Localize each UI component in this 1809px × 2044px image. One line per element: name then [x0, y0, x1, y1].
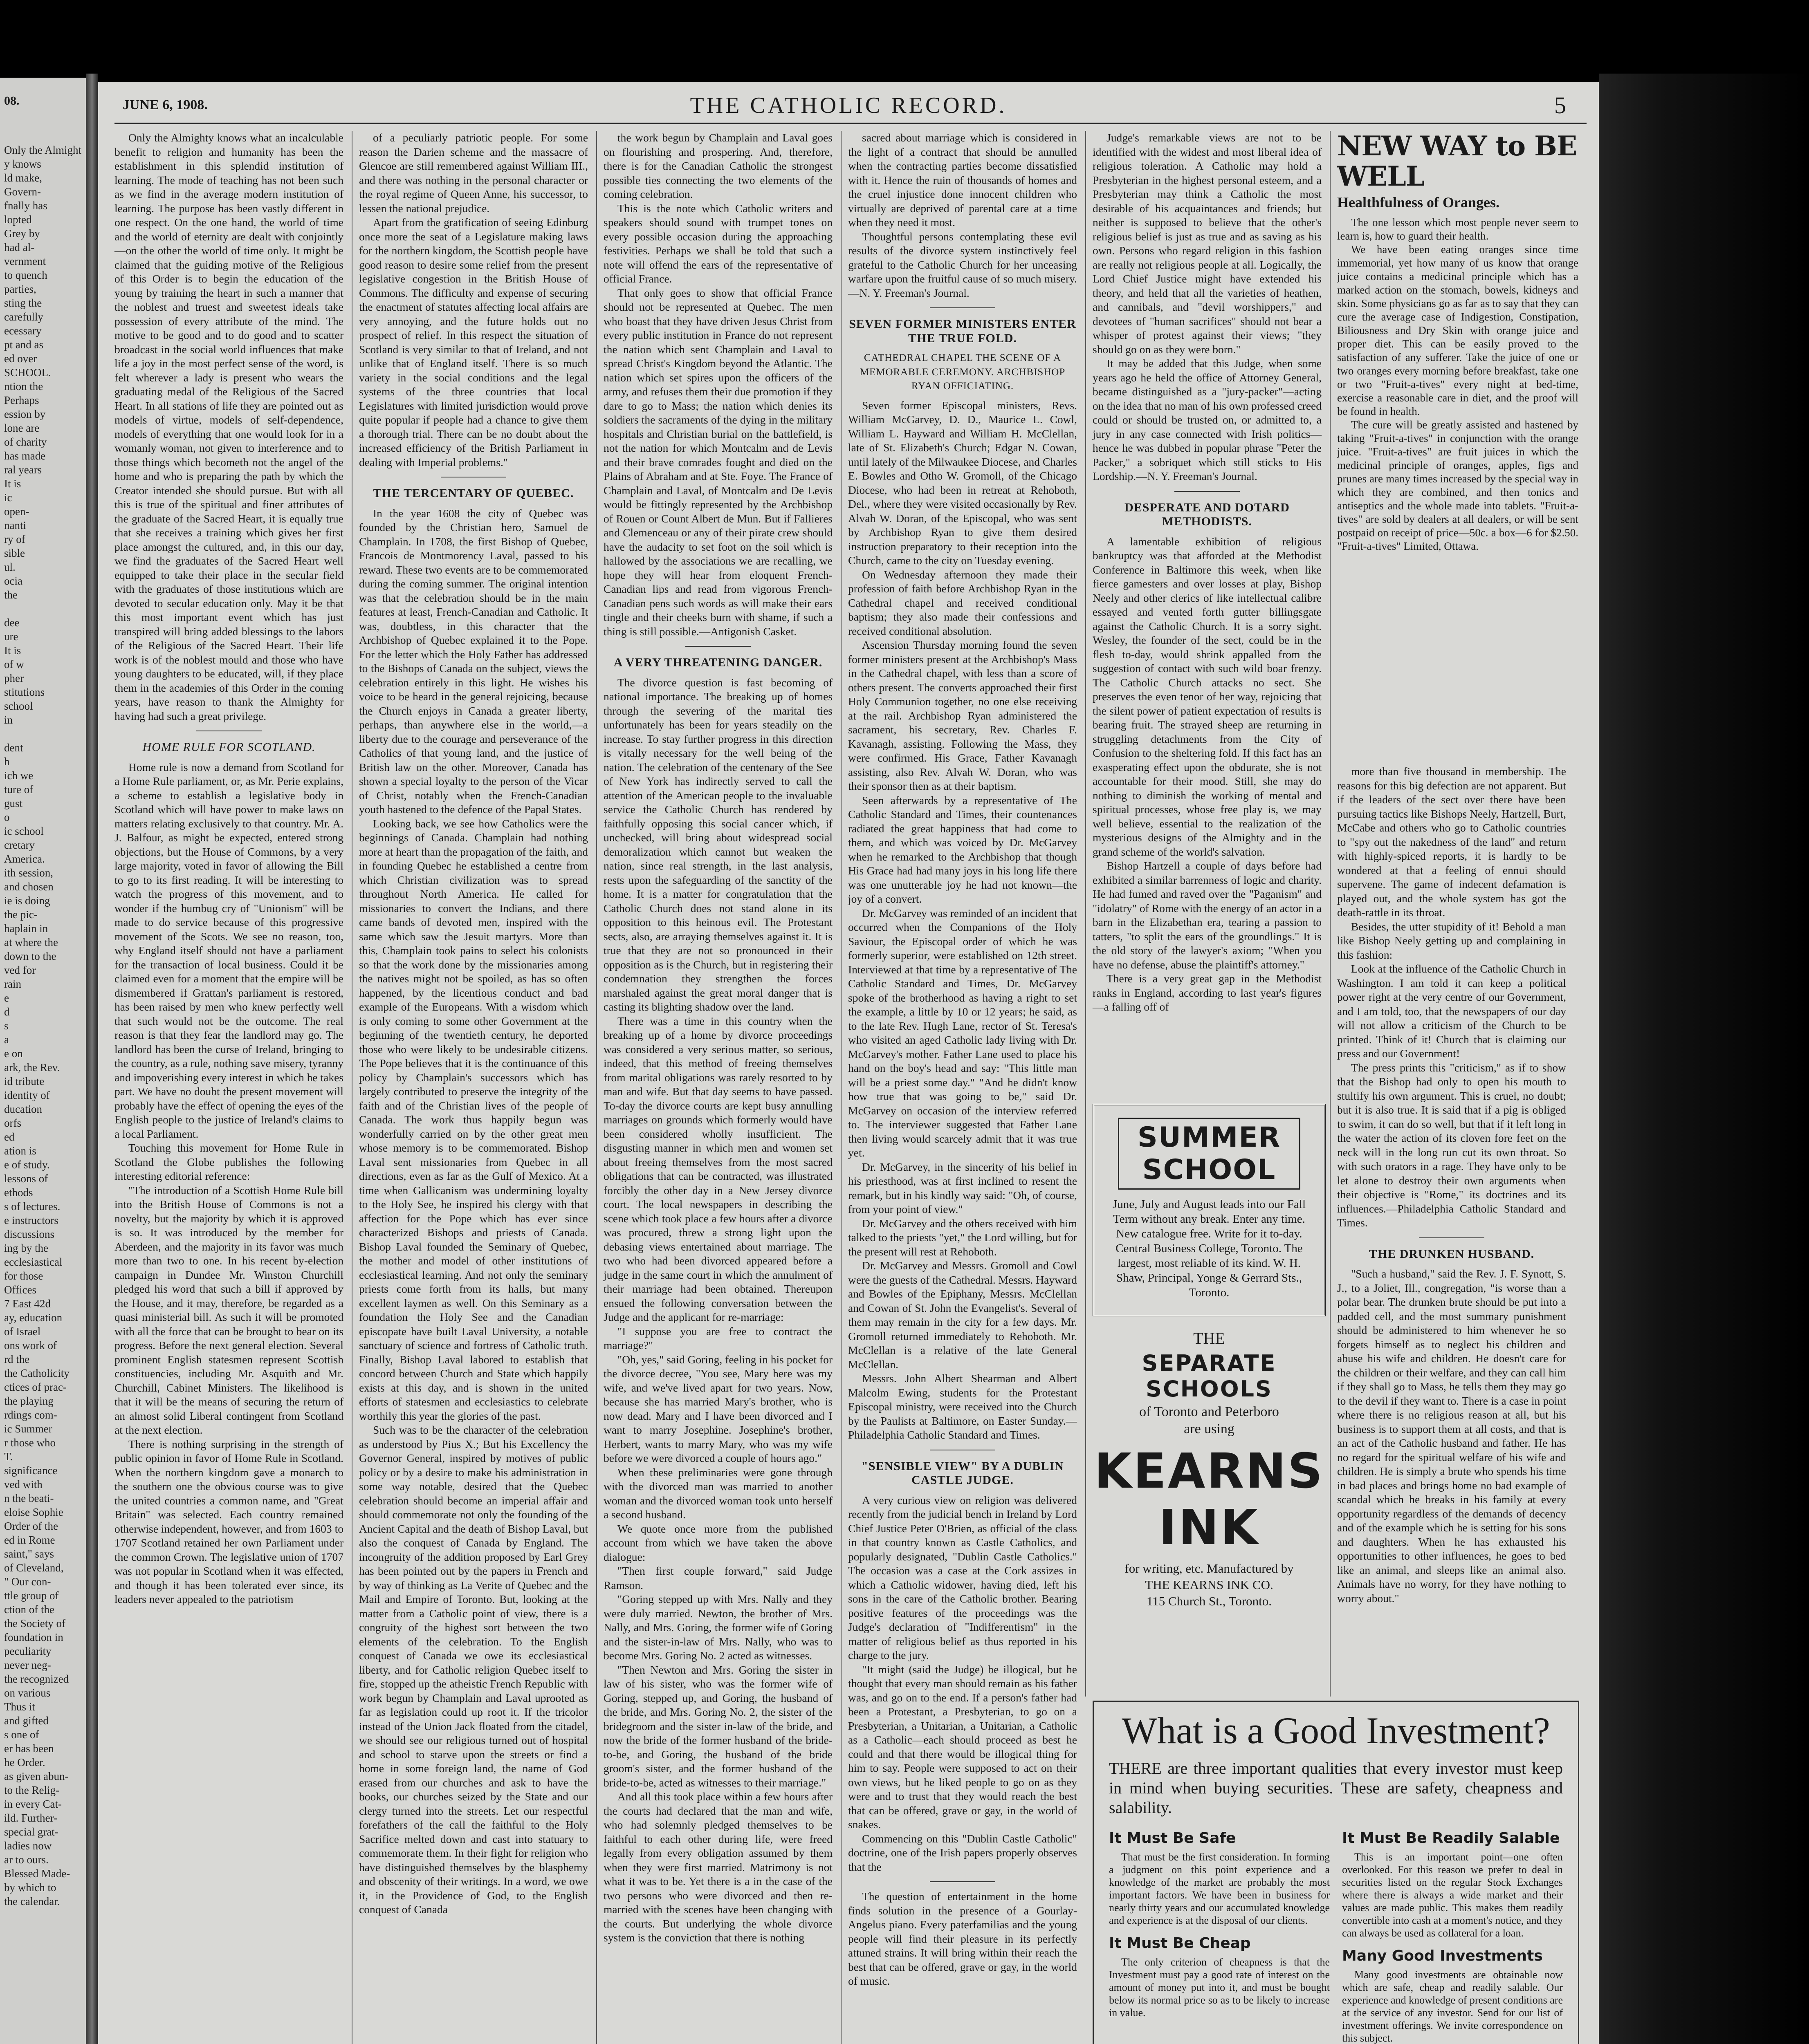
sacred-heart-article — [114, 131, 343, 723]
headline-sensible-view: "SENSIBLE VIEW" BY A DUBLIN CASTLE JUDGE. — [861, 1459, 1064, 1487]
paragraph: "Such a husband," said the Rev. J. F. Synott, S. J., to a Joliet, Ill., congregation, "is worse than a polar bear. The drunken brute should be put into a padded cell, and the most summary punishment should be administered to him whenever he so forgets himself as to neglect his children and abuse his wife and children. He doesn't care for the children or their welfare, and they can call him if they shall go to Mass, he tells them they may go to the devil if they want to. There is a case in point where there is no religious reason at all, but his business is to support them at all costs, and that is an act of the Catholic husband and father. He has no regard for the spiritual welfare of his wife and children. He is simply a brute who spends his time in bad places and brings home no bad example of scandal which he breaks in his family at every opportunity regardless of the demands of decency and of the example which he is setting for his sons and daughters. When he has exhausted his opportunities to other influences, he goes to bed like an animal, and sleeps like an animal also. Animals have no worry, for they have nothing to worry about." — [1337, 1267, 1566, 1605]
previous-page-line: discussions — [4, 1228, 55, 1240]
headline-tercentary: THE TERCENTARY OF QUEBEC. — [373, 486, 574, 500]
previous-page-line: fnally has — [4, 199, 47, 212]
summer-school-title: SUMMER SCHOOL — [1118, 1118, 1300, 1190]
paragraph: the work begun by Champlain and Laval goes on flourishing and prospering. And, therefore, there is for the Canadian Catholic the strongest possible ties connecting the two elements of the coming celebration. — [604, 131, 833, 200]
previous-page-line: d — [4, 1006, 10, 1018]
previous-page-line: of charity — [4, 436, 47, 448]
safe-body: That must be the first consideration. In forming a judgment on this point experience and a knowledge of the market are probably the most important factors. We have been in business for nearly thirty years and our accumulated knowledge and experience is at the disposal of our clients. — [1109, 1851, 1330, 1926]
paragraph: There is a very great gap in the Methodist ranks in England, according to last year's figures—a falling off of — [1093, 972, 1322, 1013]
previous-page-line: carefully — [4, 311, 43, 323]
paragraph: Such was to be the character of the celebration as understood by Pius X.; But his Excellency the Governor General, inspired by motives of public policy or by a desire to make his administration in some way notable, desired that the Quebec celebration should become an imperial affair and should commemorate not only the founding of the Ancient Capital and the death of Bishop Laval, but also the conquest of Canada by England. The incongruity of the addition proposed by Earl Grey has been pointed out by the papers in French and by way of thinking as La Verite of Quebec and the Mail and Empire of Toronto. But, looking at the matter from a Catholic point of view, there is a congruity of the highest sort between the two elements of the celebration. To the English conquest of Canada we owe its ecclesiastical liberty, and for Catholic religion Quebec itself to fire, stopped up the atheistic French Republic with work begun by Champlain and Laval uprooted as far as legislation could up root it. If the tricolor instead of the Union Jack floated from the citadel, we should see our religious turned out of hospital and school to starve upon the streets or find a home in some foreign land, the name of God erased from our churches and ask to have the books, our churches seized by the State and our clergy turned into the streets. Let our respectful forefathers of the call the faithful to the Holy Sacrifice melted down and cast into statuary to commemorate them. In their fight for religion who have distinguished themselves by the blasphemy and obscenity of their writings. In a word, we owe it, in the Providence of God, to the English conquest of Canada — [359, 1423, 588, 1916]
previous-page-line: " Our con- — [4, 1576, 51, 1588]
previous-page-line: o — [4, 811, 10, 823]
paragraph: "Goring stepped up with Mrs. Nally and they were duly married. Newton, the brother of Mrs. Nally, and Mrs. Goring, the former wife of Goring and the sister-in-law of Mrs. Nally, who was to become Mrs. Goring No. 2 acted as witnesses. — [604, 1593, 833, 1662]
paragraph: We quote once more from the published account from which we have taken the above dialogue: — [604, 1522, 833, 1563]
john-stark-investment-ad — [1093, 1701, 1579, 2044]
investment-columns — [1093, 1826, 1579, 2044]
previous-page-line: ecessary — [4, 325, 42, 337]
previous-page-line: ntion the — [4, 380, 43, 392]
paragraph: "The introduction of a Scottish Home Rule bill into the British House of Commons is not a novelty, but the majority by which it is approved is so. It was introduced by the member for Aberdeen, and the majority in its favor was much more than two to one. In his recent by-election campaign in Dundee Mr. Winston Churchill pledged his word that such a bill if approved by the House, and it may, therefore, be regarded as a quasi ministerial bill. As such it will be promoted with all the force that can be brought to bear on its progress. Before the next general election. Several prominent English statesmen represent Scottish constituencies, including Mr. Asquith and Mr. Churchill, Cabinet Ministers. The likelihood is that it will be the means of securing the return of an almost solid Liberal contingent from Scotland at the next election. — [114, 1183, 343, 1436]
previous-page-line: by which to — [4, 1881, 56, 1894]
previous-page-line: Only the Almighty knows — [4, 144, 81, 170]
paragraph: That only goes to show that official France should not be represented at Quebec. The men who boast that they have driven Jesus Christ from every public institution in France do not represent the nation which sent Champlain and Laval to spread Christ's Kingdom beyond the Atlantic. The nation which set spires upon the officers of the army, and refuses them their due promotion if they dare to go to Mass; the nation which denies its soldiers the sacraments of the dying in the military hospitals and Christian burial on the battlefield, is not the nation for which Montcalm and de Levis and their brave comrades fought and died on the Plains of Abraham and at Ste. Foye. The France of Champlain and Laval, of Montcalm and De Levis would be fittingly represented by the Archbishop of Rouen or Count Albert de Mun. But if Fallieres and Clemenceau or any of their pirate crew should have the audacity to set foot on the soil which is hallowed by the associations we are recalling, we hope they will hear from eloquent French-Canadian lips and read from vigorous French-Canadian pens such words as will make their ears tingle and their cheeks burn with shame, if such a thing is still possible.—Antigonish Casket. — [604, 286, 833, 638]
ad-subhead-oranges: Healthfulness of Oranges. — [1337, 194, 1500, 211]
previous-page-line: foundation in — [4, 1631, 63, 1643]
previous-page-line: never neg- — [4, 1659, 51, 1671]
paragraph: The cure will be greatly assisted and hastened by taking "Fruit-a-tives" in conjunction with the orange juice. "Fruit-a-tives" are fruit juices in which the medicinal principle of oranges, apples, figs and prunes are many times increased by the special way in which they are combined, and then tonics and antiseptics and the whole made into tablets. "Fruit-a-tives" are sold by dealers at all dealers, or will be sent postpaid on receipt of price—50c. a box—6 for $2.50. "Fruit-a-tives" Limited, Ottawa. — [1337, 419, 1578, 552]
previous-page-line: at where the — [4, 936, 58, 948]
previous-page-line: ved for — [4, 964, 36, 976]
previous-page-line: sible — [4, 547, 25, 559]
good-investments-body: Many good investments are obtainable now which are safe, cheap and readily salable. Our experience and knowledge of present conditions are at the service of any investor. Send for our list of investment offerings. We invite correspondence on this subject. — [1342, 1969, 1563, 2044]
kearns-line-1: of Toronto and Peterboro — [1139, 1404, 1279, 1419]
judge-continued — [1093, 131, 1322, 484]
previous-page-line: e of study. — [4, 1159, 50, 1171]
previous-page-line: the Society of — [4, 1617, 65, 1629]
previous-page-line: ing by the — [4, 1242, 48, 1254]
previous-page-line: open- — [4, 505, 29, 518]
headline-drunken-husband: THE DRUNKEN HUSBAND. — [1369, 1247, 1535, 1261]
salable-body: This is an important point—one often overlooked. For this reason we prefer to deal in securities listed on the regular Stock Exchanges where there is always a wide market and their values are made public. This makes them readily convertible into cash at a moment's notice, and they can always be used as collateral for a loan. — [1342, 1851, 1563, 1939]
previous-page-line: America. — [4, 853, 45, 865]
kearns-the: THE — [1193, 1329, 1225, 1347]
drunken-husband-article — [1337, 1267, 1566, 1605]
previous-page-line: ctices of prac- — [4, 1381, 67, 1393]
previous-page-line: ith session, — [4, 867, 54, 879]
safe-heading: It Must Be Safe — [1109, 1830, 1236, 1847]
previous-page-line: down to the — [4, 950, 56, 962]
cheap-body: The only criterion of cheapness is that the Investment must pay a good rate of interest on the amount of money put into it, and must be bought below its normal price so as to be likely to increase in value. — [1109, 1956, 1330, 2019]
home-rule-continued — [359, 131, 588, 469]
previous-page-line: ure — [4, 630, 18, 643]
paragraph: Messrs. John Albert Shearman and Albert Malcolm Ewing, students for the Protestant Episcopal ministry, were received into the Church by the Paulists at Baltimore, on Easter Sunday.—Philadelphia Catholic Standard and Times. — [848, 1372, 1077, 1441]
headline-methodists: DESPERATE AND DOTARD METHODISTS. — [1124, 500, 1290, 528]
paragraph: Thoughtful persons contemplating these evil results of the divorce system instinctively feel grateful to the Catholic Church for her unceasing warfare upon the fruitful cause of so much misery.—N. Y. Freeman's Journal. — [848, 230, 1077, 299]
previous-page-line: Govern- — [4, 186, 41, 198]
previous-page-line: ic — [4, 491, 12, 504]
column-5 — [1093, 131, 1322, 1153]
previous-page-line: ture of — [4, 783, 34, 796]
previous-page-line: r those who — [4, 1437, 56, 1449]
paragraph: of a peculiarly patriotic people. For some reason the Darien scheme and the massacre of Glencoe are still remembered against William III., and there was nothing in the personal character or the royal regime of Queen Anne, his successor, to lessen the national prejudice. — [359, 131, 588, 215]
paragraph: Apart from the gratification of seeing Edinburg once more the seat of a Legislature making laws for the northern kingdom, the Scottish people have good reason to desire some relief from the present legislative congestion in the British House of Commons. The difficulty and expense of securing the enactment of statutes affecting local affairs are very annoying, and the future holds out no prospect of relief. In this respect the situation of Scotland is very similar to that of Ireland, and not unlike that of England itself. There is so much variety in the social conditions and the legal systems of the three countries that local Legislatures with limited jurisdiction would prove quite popular if people had a chance to give them a thorough trial. There can be no doubt about the increased efficiency of the British Parliament in dealing with Imperial problems." — [359, 216, 588, 468]
kearns-address: 115 Church St., Toronto. — [1146, 1594, 1272, 1608]
previous-page-line: ry of — [4, 533, 25, 545]
methodists-continued — [1337, 764, 1566, 1230]
previous-page-line: for those — [4, 1270, 43, 1282]
summer-school-ad — [1093, 1104, 1326, 1316]
piano-notice: The question of entertainment in the home finds solution in the presence of a Gourlay-Angelus piano. Every paterfamilias and the young people will find their pleasure in its perfectly attuned strains. It will bring within their reach the best that can be offered, grave or gay, in the world of music. — [848, 1890, 1077, 1987]
previous-page-line: ladies now — [4, 1840, 52, 1852]
previous-page-line: and gifted — [4, 1715, 49, 1727]
previous-page-line: the pic- — [4, 908, 38, 921]
paragraph: Commencing on this "Dublin Castle Catholic" doctrine, one of the Irish papers properly observes that the — [848, 1832, 1077, 1873]
previous-page-line: ral years — [4, 464, 42, 476]
previous-page-line: ark, the Rev. — [4, 1061, 60, 1074]
previous-page-line: to the Relig- — [4, 1784, 59, 1796]
previous-page-line: ction of the — [4, 1603, 54, 1616]
newspaper-title: THE CATHOLIC RECORD. — [690, 93, 1007, 118]
paragraph: Home rule is now a demand from Scotland for a Home Rule parliament, or, as Mr. Perie explains, a scheme to establish a legislative body in Scotland which will have power to make laws on matters relating exclusively to that country. Mr. A. J. Balfour, as might be expected, entered strong objections, but the House of Commons, by a very large majority, voted in favor of allowing the Bill to go to its first reading. It will be interesting to watch the progress of this movement, and to wonder if the humbug cry of "Unionism" will be made to do service because of this progressive movement of the Scots. We see no reason, too, why England itself should not have a parliament for the transaction of local business. Could it be claimed even for a moment that the empire will be dismembered if Grattan's parliament is restored, has been raised by men who knew perfectly well that such would not be the outcome. The real reason is that they fear the landlord may go. The landlord has been the curse of Ireland, bringing to the country, as a rule, nothing save misery, tyranny and impoverishing every interest in which he takes part. We have no doubt the present movement will probably have the effect of opening the eyes of the English people to the justice of Ireland's claims to a local Parliament. — [114, 760, 343, 1140]
previous-page-line: ocia — [4, 575, 22, 587]
previous-page-line: orfs — [4, 1117, 21, 1129]
previous-page-line: ie is doing — [4, 894, 50, 907]
paragraph: "Then first couple forward," said Judge Ramson. — [604, 1564, 833, 1591]
paragraph: The press prints this "criticism," as if to show that the Bishop had only to open his mouth to stultify his own argument. This is cruel, no doubt; but it is also true. It is said that if a pig is obliged to swim, it can do so well, but that if it left long in the water the action of its cloven fore feet on the neck will in the long run cut its own throat. So with such orators in a rage. They have only to be let alone to destroy their own arguments when their objective is "Rome," its doctrines and its influences.—Philadelphia Catholic Standard and Times. — [1337, 1061, 1566, 1229]
previous-page-line: Offices — [4, 1284, 36, 1296]
previous-page-line: parties, — [4, 283, 36, 295]
previous-page-line — [4, 602, 82, 616]
previous-page-line: haplain in — [4, 922, 48, 935]
paragraph: We have been eating oranges since time immemorial, yet how many of us know that orange juice contains a medicinal principle which has a marked action on the stomach, bowels, kidneys and skin. Some physicians go as far as to say that they can cure the average case of Indigestion, Constipation, Biliousness and Dry Skin with orange juice and proper diet. This can be easily proved to the satisfaction of any sufferer. Take the juice of one or two oranges every morning before breakfast, take one or two "Fruit-a-tives" every night at bed-time, exercise a reasonable care in diet, and the proof will be found in health. — [1337, 243, 1578, 417]
paragraph: Bishop Hartzell a couple of days before had exhibited a similar barrenness of logic and charity. He had fumed and raved over the "Paganism" and "idolatry" of Rome with the energy of an actor in a barn in the Elizabethan era, tearing a passion to tatters, "to split the ears of the groundlings." It is the old story of the lawyer's axiom; "When you have no defense, abuse the plaintiff's attorney." — [1093, 859, 1322, 971]
column-divider — [1085, 131, 1086, 1697]
previous-page-line: ed — [4, 1131, 15, 1143]
previous-page-line: ation is — [4, 1145, 36, 1157]
previous-page-line: ethods — [4, 1186, 33, 1199]
investment-left-column — [1109, 1830, 1330, 2027]
salable-heading: It Must Be Readily Salable — [1342, 1830, 1560, 1847]
previous-page-line: dent — [4, 742, 23, 754]
previous-page-line: pt and as — [4, 338, 43, 351]
previous-page-line: ich we — [4, 769, 34, 782]
previous-page-line: rain — [4, 978, 21, 990]
previous-page-line: e on — [4, 1047, 23, 1060]
sensible-view-article — [848, 1493, 1077, 1874]
previous-page-line: stitutions — [4, 686, 45, 698]
previous-page-line: ar to ours. — [4, 1853, 49, 1866]
previous-page-line: s — [4, 1020, 9, 1032]
previous-page-line: nanti — [4, 519, 26, 531]
seven-ministers-article — [848, 399, 1077, 1442]
paragraph: Only the Almighty knows what an incalculable benefit to religion and humanity has been the establishment in this splendid institution of learning. The mode of teaching has not been such as we find in the average modern institution of learning. The purpose has been vastly different in one respect. On the one hand, the world of time and the world of eternity are dealt with conjointly—on the other the world of time only. It might be claimed that the guiding motive of the Religious of this Order is to begin the education of the young by training the heart in such a manner that the noblest and truest and sweetest ideals take possession of every attribute of the mind. The motive to be good and to do good and to scatter broadcast in the social world influences that make life a joy in the most perfect sense of the word, is felt wherever a lady is present who wears the graduating medal of the Religious of the Sacred Heart. In all stations of life they are pointed out as models of virtue, models of self-dependence, models of everything that one would look for in a womanly woman, not given to interference and to those things which becometh not the angel of the home and who is preparing the path by which the Creator intended she should pursue. But with all this is true of the spiritual and finer attributes of the graduate of the Sacred Heart, it is equally true that she receives a training which gives her first place amongst the cultured, and, in this our day, we find the graduates of the Sacred Heart well equipped to take their place in the secular field with the graduates of those institutions which are devoted to secular education only. May it be that this most important event which has just transpired will bring added blessings to the labors of the Religious of the Sacred Heart. Their life work is of the noblest mould and those who have young daughters to be educated, will, if they place them in the academies of this Order in the coming years, have reason to thank the Almighty for having had such a great privilege. — [114, 131, 343, 722]
kearns-ink-ad — [1093, 1325, 1326, 1684]
previous-page-line: Thus it — [4, 1701, 35, 1713]
summer-school-body: June, July and August leads into our Fall Term without any break. Enter any time. New catalogue free. Write for it to-day. Central Business College, Toronto. The largest, most reliable of its kind. W. H. Shaw, Principal, Yonge & Gerrard Sts., Toronto. — [1112, 1198, 1306, 1299]
previous-page-line: ession by — [4, 408, 46, 420]
previous-page-line: the recognized — [4, 1673, 69, 1685]
issue-date: JUNE 6, 1908. — [123, 97, 208, 112]
previous-page-line: in — [4, 714, 13, 726]
tercentary-article — [359, 507, 588, 1917]
previous-page-line: he Order. — [4, 1756, 45, 1768]
headline-home-rule: HOME RULE FOR SCOTLAND. — [142, 740, 316, 754]
previous-page-line: school — [4, 700, 33, 712]
investment-title: What is a Good Investment? — [1122, 1710, 1550, 1751]
previous-page-line: n the beati- — [4, 1492, 54, 1504]
previous-page-line: e — [4, 992, 9, 1004]
previous-page-text — [4, 143, 82, 1908]
previous-page-line: the calendar. — [4, 1895, 60, 1907]
previous-page-line: s of lectures. — [4, 1200, 61, 1213]
previous-page-line: sting the — [4, 297, 42, 309]
home-rule-article — [114, 760, 343, 1607]
previous-page-line: peculiarity — [4, 1645, 52, 1657]
previous-page-line: to quench — [4, 269, 47, 281]
headline-threatening-danger: A VERY THREATENING DANGER. — [613, 656, 823, 669]
previous-page-line: 7 East 42d — [4, 1298, 51, 1310]
previous-page-line: saint," says — [4, 1548, 54, 1560]
paragraph: And all this took place within a few hours after the courts had declared that the man and wife, who had solemnly pledged themselves to be faithful to each other during life, were freed legally from every obligation assumed by them when they were first married. Matrimony is not what it was to be. Yet there is a in the case of the two persons who were divorced and then re-married with the scenes have been changing with the courts. But underlying the whole divorce system is the conviction that there is nothing — [604, 1790, 833, 1944]
previous-page-line: Perhaps — [4, 394, 39, 406]
previous-page-line: vernment — [4, 255, 46, 267]
previous-page-line: and chosen — [4, 881, 54, 893]
previous-page-line: lessons of — [4, 1172, 48, 1185]
previous-page-line: dee — [4, 616, 20, 629]
kearns-line-2: are using — [1184, 1421, 1234, 1437]
kearns-brand: KEARNS INK — [1094, 1443, 1324, 1555]
column-1 — [114, 131, 343, 2044]
previous-page-line: ttle group of — [4, 1589, 59, 1602]
paragraph: Dr. McGarvey was reminded of an incident that occurred when the Companions of the Holy Saviour, the Episcopal order of which he was formerly superior, were established on 12th street. Interviewed at that time by a representative of The Catholic Standard and Times, Dr. McGarvey spoke of the brotherhood as having a right to set the example, a little by 10 or 12 years; he said, as to the late Rev. Hugh Lane, rector of St. Teresa's who visited an aged Catholic lady living with Dr. McGarvey's mother. Father Lane used to place his hand on the boy's head and say: "This little man will be a priest some day." "And he didn't know how true that was going to be," said Dr. McGarvey on occasion of the interview referred to. The interviewer suggested that Father Lane then living would scarcely admit that it was true yet. — [848, 906, 1077, 1159]
previous-page-line: of Cleveland, — [4, 1562, 64, 1574]
article-separator — [1174, 491, 1240, 492]
paragraph: It may be added that this Judge, when some years ago he held the office of Attorney General, became distinguished as a "jury-packer"—acting on the idea that no man of his own professed creed could or should be trusted on, or admitted to, a jury in any case connected with Irish politics—hence he was dubbed in popular phrase "Peter the Packer," a sobriquet which still sticks to His Lordship.—N. Y. Freeman's Journal. — [1093, 357, 1322, 482]
previous-page-line: ic school — [4, 825, 44, 837]
investment-intro: THERE are three important qualities that every investor must keep in mind when buying securities. These are safety, cheapness and salability. — [1109, 1759, 1563, 1817]
cheap-heading: It Must Be Cheap — [1109, 1935, 1251, 1952]
previous-page-line: has made — [4, 450, 46, 462]
divorce-continued — [848, 131, 1077, 300]
previous-page-line: rdings com- — [4, 1409, 57, 1421]
previous-page-line: T. — [4, 1450, 13, 1463]
methodists-article — [1093, 535, 1322, 1014]
previous-page-line: cretary — [4, 839, 35, 851]
previous-page-line: lopted — [4, 213, 32, 226]
previous-page-fragment — [0, 78, 86, 2044]
article-separator — [685, 646, 751, 647]
previous-page-line: ild. Further- — [4, 1812, 57, 1824]
paragraph: Touching this movement for Home Rule in Scotland the Globe publishes the following interesting editorial reference: — [114, 1141, 343, 1182]
column-divider — [841, 131, 842, 2044]
article-separator — [930, 1881, 995, 1882]
previous-page-line: rd the — [4, 1353, 30, 1365]
ad-body-new-way — [1337, 216, 1578, 553]
previous-page-line: had al- — [4, 241, 35, 253]
previous-page-line: Blessed Made- — [4, 1867, 70, 1880]
threatening-danger-article — [604, 676, 833, 1945]
paragraph: Dr. McGarvey, in the sincerity of his belief in his priesthood, was at first inclined to resent the remark, but in his kindly way said: "Oh, of course, from your point of view." — [848, 1160, 1077, 1215]
paragraph: A very curious view on religion was delivered recently from the judicial bench in Ireland by Lord Chief Justice Peter O'Brien, as official of the class in that country known as Castle Catholics, and popularly designated, "Dublin Castle Catholics." The occasion was a case at the Cork assizes in which a Catholic widower, having died, left his sons in the care of the Catholic brother. Bearing positive features of the proceedings was the Judge's declaration of "Indifferentism" in the matter of religious belief as thus reported in his charge to the jury. — [848, 1493, 1077, 1661]
paragraph: Dr. McGarvey and the others received with him talked to the priests "yet," the Lord willing, but for the present will rest at Rehoboth. — [848, 1217, 1077, 1258]
paragraph: A lamentable exhibition of religious bankruptcy was that afforded at the Methodist Conference in Baltimore this week, when like fierce gamesters and over losses at play, Bishop Neely and other clerics of like intellectual calibre essayed and vented forth gutter billingsgate against the Catholic Church. It is a sorry sight. Wesley, the founder of the sect, could be in the flesh to-day, would shrink appalled from the suggestion of contact with such wild boar frenzy. The Catholic Church attacks no sect. She preserves the even tenor of her way, rejoicing that the silent power of patient expectation of results is bearing fruit. The strayed sheep are returning in struggling detachments from the City of Confusion to the sheltering fold. If this fact has an exasperating effect upon the obdurate, she is not accountable for their mood. Still, she may do nothing to diminish the working of mental and spiritual processes, whose free play is, we may well believe, essential to the realization of the mysterious designs of the Almighty and in the grand scheme of the world's salvation. — [1093, 535, 1322, 858]
previous-page-date: 08. — [4, 94, 20, 108]
previous-page-line: ed over — [4, 352, 37, 365]
paragraph: Look at the influence of the Catholic Church in Washington. I am told it can keep a political power right at the very centre of our Government, and I am told, too, that the newspapers of our day will not allow a criticism of the Church to be printed. Think of it! Church that is claiming our press and our Government! — [1337, 962, 1566, 1060]
tercentary-continued — [604, 131, 833, 639]
previous-page-line: as given abun- — [4, 1770, 69, 1782]
fruit-a-tives-ad — [1337, 131, 1578, 752]
previous-page-line: e instructors — [4, 1214, 58, 1226]
previous-page-line: er has been — [4, 1742, 54, 1755]
previous-page-line: Grey by — [4, 227, 40, 240]
previous-page-line: ons work of — [4, 1339, 57, 1351]
previous-page-line: ay, education — [4, 1311, 63, 1324]
article-separator — [930, 307, 995, 308]
previous-page-line: eloise Sophie — [4, 1506, 63, 1518]
paragraph: On Wednesday afternoon they made their profession of faith before Archbishop Ryan in the Cathedral chapel and received conditional baptism; they also made their confessions and received conditional absolution. — [848, 568, 1077, 637]
paragraph: Dr. McGarvey and Messrs. Gromoll and Cowl were the guests of the Cathedral. Messrs. Hayward and Bowles of the Epiphany, Messrs. McClellan and Cowan of St. John the Evangelist's. Several of them may remain in the city for a few days. Mr. Gromoll returned immediately to Rehoboth. Mr. McClellan is a relative of the late General McClellan. — [848, 1259, 1077, 1371]
previous-page-line: s one of — [4, 1728, 39, 1741]
paragraph: There is nothing surprising in the strength of public opinion in favor of Home Rule in Scotland. When the northern kingdom gave a monarch to the southern one the obvious course was to give the united countries a common name, and "Great Britain" was selected. Each country remained otherwise independent, however, and from 1603 to 1707 Scotland retained her own Parliament under the common Crown. The legislative union of 1707 was not popular in Scotland when it was effected, and though it has been tolerated ever since, its leaders never appealed to the patriotism — [114, 1437, 343, 1605]
paragraph: This is the note which Catholic writers and speakers should sound with trumpet tones on every possible occasion during the approaching festivities. Perhaps we shall be told that such a note will offend the ears of the representative of official France. — [604, 202, 833, 285]
paragraph: sacred about marriage which is considered in the light of a contract that should be annulled when the contracting parties become dissatisfied with it. Hence the ruin of thousands of homes and the cruel injustice done innocent children who virtually are deprived of parental care at a time when they need it most. — [848, 131, 1077, 229]
previous-page-line: of w — [4, 658, 24, 670]
paragraph: Seen afterwards by a representative of The Catholic Standard and Times, their countenances radiated the great happiness that had come to them, and which was voiced by Dr. McGarvey when he remarked to the Archbishop that though His Grace had had many joys in his long life there was one unutterable joy he had not known—the joy of a convert. — [848, 793, 1077, 905]
good-investments-heading: Many Good Investments — [1342, 1948, 1543, 1964]
previous-page-line: pher — [4, 672, 24, 684]
paragraph: When these preliminaries were gone through with the divorced man was married to another woman and the divorced woman took unto herself a second husband. — [604, 1466, 833, 1521]
kearns-line-3: for writing, etc. Manufactured by — [1124, 1561, 1294, 1576]
previous-page-line: Order of the — [4, 1520, 58, 1532]
previous-page-line: significance — [4, 1464, 58, 1477]
previous-page-line: identity of — [4, 1089, 50, 1101]
paragraph: Besides, the utter stupidity of it! Behold a man like Bishop Neely getting up and complaining in this fashion: — [1337, 920, 1566, 961]
scan-background — [1599, 74, 1809, 2044]
previous-page-line: ecclesiastical — [4, 1256, 63, 1268]
previous-page-line: the playing — [4, 1395, 54, 1407]
masthead — [98, 90, 1599, 119]
column-6 — [1337, 764, 1566, 1605]
previous-page-line: the Catholicity — [4, 1367, 70, 1379]
subheadline-seven-ministers: CATHEDRAL CHAPEL THE SCENE OF A MEMORABLE CEREMONY. ARCHBISHOP RYAN OFFICIATING. — [860, 352, 1066, 392]
previous-page-line: SCHOOL. — [4, 366, 51, 379]
previous-page-line: lone are — [4, 422, 40, 434]
previous-page-line — [4, 727, 82, 741]
kearns-company: THE KEARNS INK CO. — [1145, 1578, 1273, 1592]
previous-page-line: on various — [4, 1687, 51, 1699]
previous-page-line: in every Cat- — [4, 1798, 62, 1810]
investment-right-column — [1342, 1830, 1563, 2044]
paragraph: "Then Newton and Mrs. Goring the sister in law of his sister, who was the former wife of Goring, stepped up, and Goring, the husband of the bride, and Mrs. Goring No. 2, the sister of the bridegroom and the sister in-law of the bride, and now the bride of the former husband of the bride-to-be, and Goring, the husband of the bride groom's sister, and the former husband of the bride-to-be, acted as witnesses to their marriage." — [604, 1663, 833, 1789]
previous-page-line: a — [4, 1033, 9, 1046]
previous-page-line: id tribute — [4, 1075, 45, 1087]
paragraph: The divorce question is fast becoming of national importance. The breaking up of homes through the severing of the marital ties unfortunately has been for years steadily on the increase. To stay further progress in this direction is vitally necessary for the well being of the nation. The celebration of the centenary of the See of New York has indirectly served to call the attention of the American people to the invaluable service the Catholic Church has rendered by faithfully opposing this social cancer which, if unchecked, will bring about widespread social demoralization which cannot but weaken the nation, since real strength, in the last analysis, rests upon the safeguarding of the sanctity of the home. It is a matter for congratulation that the Catholic Church does not stand alone in its opposition to this heinous evil. The Protestant sects, also, are arraying themselves against it. It is true that they are not so pronounced in their opposition as is the Church, but in registering their condemnation they strengthen the forces marshaled against the great moral danger that is casting its blighting shadow over the land. — [604, 676, 833, 1013]
previous-page-line: special grat- — [4, 1826, 58, 1838]
paragraph: Judge's remarkable views are not to be identified with the widest and most liberal idea of religious toleration. A Catholic may hold a Presbyterian in the highest personal esteem, and a Presbyterian may think a Catholic the most desirable of his acquaintances and friends; but neither is supposed to believe that the other's religious belief is just as true and as saving as his own. Persons who regard religion in this fashion are really not religious people at all. Logically, the Lord Chief Justice might have extended his theory, and held that all the varieties of heathen, and cannibals, and "devil worshippers," and devotees of "human sacrifices" should not bear a whisper of protest against their views; "they should go on as they were born." — [1093, 131, 1322, 356]
previous-page-line: ved with — [4, 1478, 43, 1490]
headline-seven-ministers: SEVEN FORMER MINISTERS ENTER THE TRUE FOLD. — [849, 317, 1076, 345]
previous-page-line: of Israel — [4, 1325, 41, 1338]
paragraph: more than five thousand in membership. The reasons for this big defection are not apparent. But if the leaders of the sect over there have been pursuing tactics like Bishops Neely, Hartzell, Burt, McCabe and others who go to Catholic countries to "spy out the nakedness of the land" and return with highly-spiced reports, it is hardly to be wondered at that a feeling of ennui should supervene. The game of indecent defamation is played out, and the whole system has got the death-rattle in its throat. — [1337, 765, 1566, 919]
previous-page-line: ducation — [4, 1103, 42, 1115]
article-separator — [1419, 1237, 1484, 1238]
masthead-rule — [114, 123, 1587, 124]
previous-page-line: ed in Rome — [4, 1534, 55, 1546]
column-2 — [359, 131, 588, 2044]
paragraph: Seven former Episcopal ministers, Revs. William McGarvey, D. D., Maurice L. Cowl, William L. Hayward and William H. McClellan, late of St. Elizabeth's Church; Edgar N. Cowan, until lately of the Milwaukee Diocese, and Charles E. Bowles and Otho W. Gromoll, of the Chicago Diocese, who had been in retreat at Rehoboth, Del., where they were visited occasionally by Rev. Alvah W. Doran, of the Episcopal, who was sent by Archbishop Ryan to give them desired instruction preparatory to their reception into the Church, came to the city on Tuesday evening. — [848, 399, 1077, 567]
previous-page-line: It is — [4, 477, 21, 490]
paragraph: Looking back, we see how Catholics were the beginnings of Canada. Champlain had nothing more at heart than the propagation of the faith, and in founding Quebec he established a centre from which Christian civilization was to spread throughout North America. He called for missionaries to convert the Indians, and there came bands of devoted men, inspired with the same which saw the Jesuit martyrs. More than this, Champlain took pains to select his colonists so that the work done by the missionaries among the natives might not be spoiled, as has so often happened, by the licentious conduct and bad example of the Europeans. With a wisdom which is only coming to some other Government at the beginning of the twentieth century, he deported those who were likely to be undesirable citizens. The Pope believes that it is the continuance of this policy by Champlain's successors which has largely contributed to preserve the integrity of the faith and of the Christian lives of the people of Canada. The work thus happily begun was wonderfully carried on by the other great men whose memory is to be commemorated. Bishop Laval sent missionaries from Quebec in all directions, even as far as the Gulf of Mexico. At a time when Gallicanism was undermining loyalty to the Holy See, he inspired his clergy with that affection for the Pope which has ever since characterized Bishops and priests of Canada. Bishop Laval founded the Seminary of Quebec, the mother and model of other institutions of ecclesiastical learning. And not only the seminary priests come forth from its halls, but many excellent laymen as well. On this Seminary as a foundation the Holy See and the Canadian episcopate have built Laval University, a notable sanctuary of science and fortress of Catholic truth. Finally, Bishop Laval labored to establish that concord between Church and State which happily exists at this day, and is shown in the united efforts of statesmen and ecclesiastics to celebrate worthily this year the glories of the past. — [359, 817, 588, 1422]
previous-page-line: ic Summer — [4, 1423, 52, 1435]
paragraph: There was a time in this country when the breaking up of a home by divorce proceedings was considered a very serious matter, so serious, indeed, that this method of freeing themselves from marital obligations was rarely resorted to by man and wife. But that day seems to have passed. To-day the divorce courts are kept busy annulling marriages on grounds which formerly would have been considered wholly insufficient. The disgusting manner in which men and women set about freeing themselves from the most sacred obligations that can be contracted, was illustrated forcibly the other day in a New Jersey divorce court. The local newspapers in describing the scene which took place a few hours after a divorce was procured, threw a strong light upon the debasing views entertained about marriage. The two who had been divorced appeared before a judge in the same court in which the annulment of their marriage had been obtained. Thereupon ensued the following conversation between the Judge and the applicant for re-marriage: — [604, 1014, 833, 1323]
kearns-headline: SEPARATE SCHOOLS — [1142, 1350, 1277, 1402]
paragraph: In the year 1608 the city of Quebec was founded by the Christian hero, Samuel de Champlain. In 1708, the first Bishop of Quebec, Francois de Montmorency Laval, passed to his reward. These two events are to be commemorated during the coming summer. The original intention was that the celebration should be in the main features at least, French-Canadian and Catholic. It was, doubtless, in this character that the Archbishop of Quebec explained it to the Pope. For the letter which the Holy Father has addressed to the Bishops of Canada on the subject, views the celebration entirely in this light. He wishes his voice to be heard in the general rejoicing, because the Church enjoys in Canada a greater liberty, perhaps, than anywhere else in the world,—a liberty due to the courage and perseverance of the Catholics of that young land, and the justice of British law on the other. Moreover, Canada has shown a special loyalty to the person of the Vicar of Christ, notably when the French-Canadian youth hastened to the defence of the Papal States. — [359, 507, 588, 816]
previous-page-line: the — [4, 589, 18, 601]
column-4 — [848, 131, 1077, 2044]
ad-headline-new-way: NEW WAY to BE WELL — [1337, 130, 1577, 192]
column-divider — [1330, 131, 1331, 1697]
newspaper-page — [98, 82, 1599, 2044]
paragraph: "It might (said the Judge) be illogical, but he thought that every man should remain as his father was, and go on to the end. If a person's father had been a Protestant, a Presbyterian, to go on a Presbyterian, a Unitarian, a Unitarian, a Catholic as a Catholic—each should proceed as best he could and that there would be illogical thing for him to say. People were supposed to act on their own views, but he liked people to go on as they were and to trust that they would reach the best that can be offered, grave or gay, in the world of snakes. — [848, 1663, 1077, 1831]
previous-page-line: ul. — [4, 561, 16, 573]
column-3 — [604, 131, 833, 2044]
paragraph: "Oh, yes," said Goring, feeling in his pocket for the divorce decree, "You see, Mary here was my wife, and we've lived apart for two years. Now, because she has married Mary's brother, who is now dead. Mary and I have been divorced and I want to marry Josephine. Josephine's brother, Herbert, wants to marry Mary, who was my wife before we were divorced a couple of hours ago." — [604, 1353, 833, 1464]
previous-page-line: It is — [4, 644, 21, 657]
previous-page-line: ld make, — [4, 172, 42, 184]
book-gutter — [86, 74, 98, 2044]
paragraph: "I suppose you are free to contract the marriage?" — [604, 1325, 833, 1351]
paragraph: Ascension Thursday morning found the seven former ministers present at the Archbishop's Mass in the Cathedral chapel, with less than a score of others present. The converts approached their first Holy Communion together, no one else receiving at the rail. Archbishop Ryan administered the sacrament, his secretary, Rev. Charles F. Kavanagh, assisting. Following the Mass, they were confirmed. His Grace, Father Kavanagh assisting, also Rev. Alvah W. Doran, who was their sponsor then as at their baptism. — [848, 639, 1077, 792]
column-divider — [596, 131, 597, 2044]
page-number: 5 — [1554, 92, 1566, 119]
previous-page-line: gust — [4, 797, 23, 809]
previous-page-line: h — [4, 755, 10, 768]
paragraph: The one lesson which most people never seem to learn is, how to guard their health. — [1337, 216, 1578, 242]
